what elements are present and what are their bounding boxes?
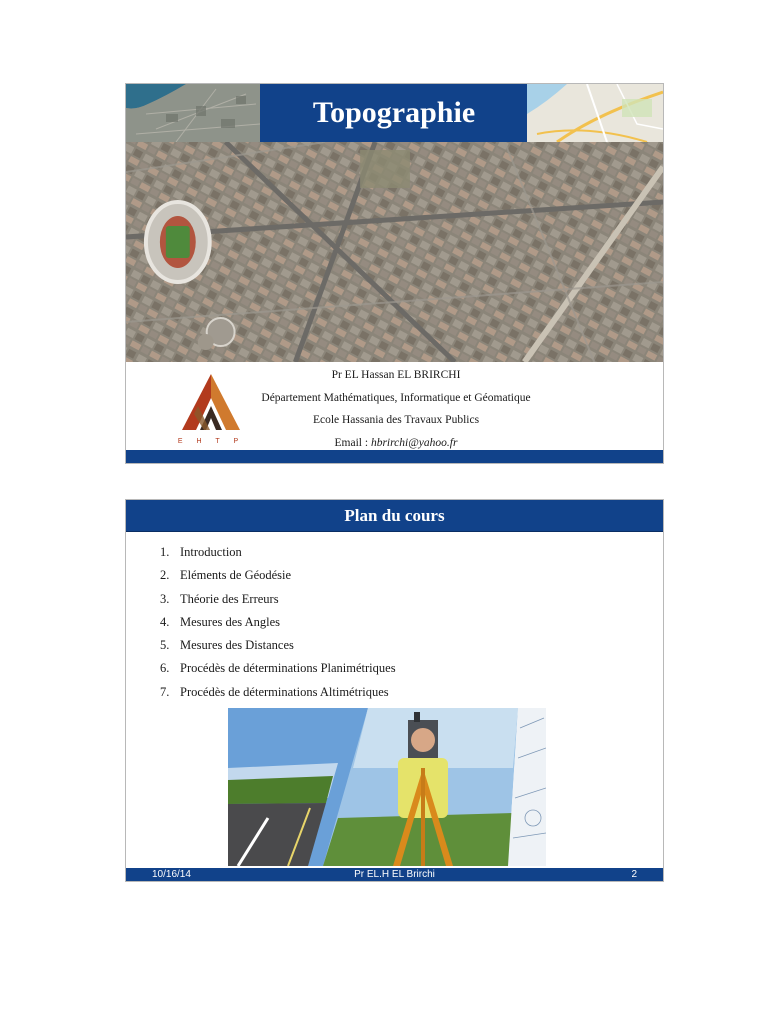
school-name: Ecole Hassania des Travaux Publics <box>312 414 480 426</box>
slide-1-header <box>126 84 663 142</box>
list-item: 7. Procédès de déterminations Altimétriques <box>160 684 389 699</box>
list-item: 1. Introduction <box>160 545 242 559</box>
slide-2-footer <box>126 868 663 881</box>
coastline-map-image <box>126 84 260 142</box>
slide-2 <box>125 499 664 882</box>
slide-2-header <box>126 500 663 532</box>
list-item: 4. Mesures des Angles <box>160 614 280 629</box>
slide-1-footer-bar <box>126 450 663 463</box>
list-item: 5. Mesures des Distances <box>160 638 294 653</box>
ehtp-logo <box>176 370 246 446</box>
author-info-area <box>126 362 663 452</box>
email-address[interactable]: hbrirchi@yahoo.fr <box>370 436 458 449</box>
list-item: 2. Eléments de Géodésie <box>160 568 292 583</box>
footer-author: Pr EL.H EL Brirchi <box>354 869 435 880</box>
email-label: Email : <box>334 436 369 449</box>
author-info <box>246 364 546 454</box>
slide-2-title: Plan du cours <box>344 505 445 525</box>
department-name: Département Mathématiques, Informatique et Géomatique <box>261 391 531 404</box>
title-banner <box>260 84 528 142</box>
presentation-title: Topographie <box>312 96 476 129</box>
road-map-image <box>527 84 663 142</box>
surveyor-photo <box>228 708 546 866</box>
course-outline-list <box>160 541 396 704</box>
slide-1 <box>125 83 664 464</box>
footer-page-number: 2 <box>631 869 637 880</box>
footer-date: 10/16/14 <box>152 869 191 880</box>
list-item: 3. Théorie des Erreurs <box>160 591 279 606</box>
logo-letters: E H T P <box>177 438 245 445</box>
list-item: 6. Procédès de déterminations Planimétriques <box>160 661 396 676</box>
aerial-city-image <box>126 142 663 362</box>
author-name: Pr EL Hassan EL BRIRCHI <box>331 369 461 381</box>
